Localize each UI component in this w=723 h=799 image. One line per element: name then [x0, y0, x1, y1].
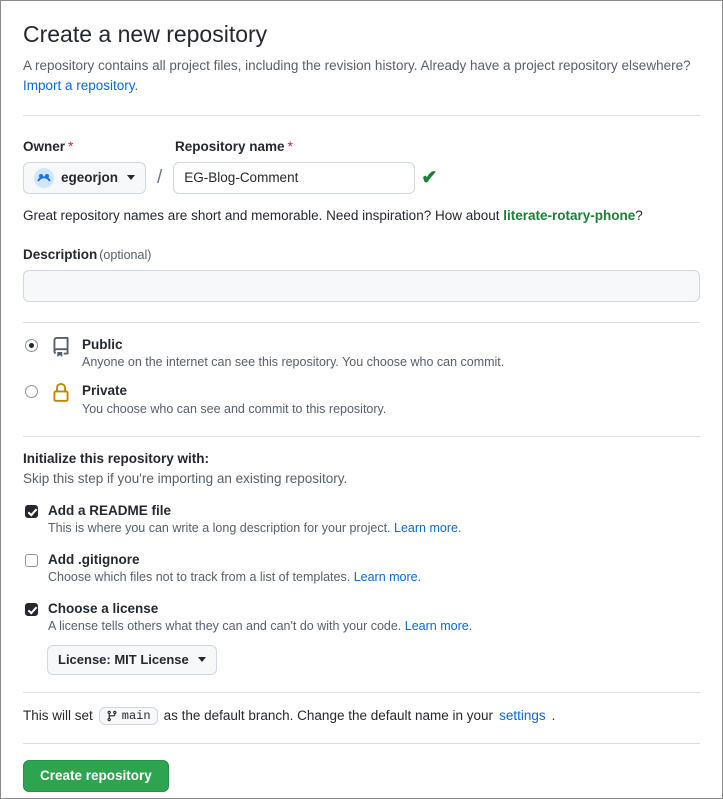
divider-top — [23, 115, 700, 116]
checkbox-readme-text — [48, 502, 461, 535]
visibility-option-public[interactable] — [23, 336, 700, 370]
initialize-title: Initialize this repository with: — [23, 450, 210, 466]
checkbox-gitignore-desc-text: Choose which files not to track from a list of templates. — [48, 569, 351, 584]
branch-note-suffix: . — [551, 708, 556, 724]
readme-desc-period: . — [457, 520, 462, 535]
repository-name-input[interactable] — [173, 162, 415, 194]
chevron-down-icon — [198, 657, 206, 662]
license-learn-more-link[interactable]: Learn more — [404, 618, 469, 633]
branch-icon — [106, 710, 118, 722]
license-select-label: License: MIT License — [58, 652, 189, 668]
branch-chip — [99, 707, 158, 725]
gitignore-learn-more-link[interactable]: Learn more — [353, 569, 418, 584]
visibility-public-text — [82, 336, 504, 370]
repository-required-mark: * — [287, 137, 293, 154]
divider-visibility — [23, 322, 700, 323]
repository-label-wrap — [175, 138, 293, 154]
owner-repo-labels — [23, 138, 700, 154]
import-repository-link[interactable]: Import a repository — [23, 78, 135, 94]
checkbox-readme-description — [48, 521, 461, 535]
hint-prefix: Great repository names are short and memorable. Need inspiration? How about — [23, 207, 500, 223]
owner-repo-row — [23, 162, 700, 194]
gitignore-desc-period: . — [417, 569, 422, 584]
checkbox-row-readme[interactable] — [23, 502, 700, 535]
settings-link[interactable]: settings — [499, 708, 546, 724]
repository-name-hint — [23, 208, 700, 223]
owner-label-wrap — [23, 138, 175, 154]
readme-learn-more-link[interactable]: Learn more — [394, 520, 458, 535]
description-optional-tag: (optional) — [99, 247, 152, 262]
checkbox-readme-title: Add a README file — [48, 502, 172, 518]
default-branch-note — [23, 707, 700, 725]
visibility-option-private[interactable] — [23, 382, 700, 416]
visibility-public-title: Public — [82, 336, 123, 352]
page-subtitle-text: A repository contains all project files, including the revision history. Already have a project repository elsewhere? — [23, 58, 691, 73]
branch-note-prefix: This will set — [23, 708, 93, 724]
checkbox-license-desc-text: A license tells others what they can and can't do with your code. — [48, 618, 402, 633]
avatar — [34, 168, 54, 188]
suggested-name-link[interactable]: literate-rotary-phone — [503, 207, 636, 223]
checkbox-readme[interactable] — [25, 505, 38, 518]
page-subtitle-period: . — [134, 78, 139, 94]
checkbox-row-gitignore[interactable] — [23, 551, 700, 584]
page-subtitle — [23, 56, 700, 97]
chevron-down-icon — [127, 175, 135, 180]
checkbox-readme-desc-text: This is where you can write a long description for your project. — [48, 520, 391, 535]
valid-check-icon: ✔ — [421, 167, 438, 188]
radio-private[interactable] — [25, 385, 38, 398]
checkbox-license-description — [48, 619, 472, 633]
visibility-private-description: You choose who can see and commit to this repository. — [82, 401, 387, 416]
owner-name: egeorjon — [61, 170, 119, 185]
checkbox-license-title: Choose a license — [48, 600, 159, 616]
repository-input-wrap — [173, 162, 438, 194]
lock-icon — [50, 382, 72, 404]
owner-label: Owner — [23, 138, 66, 154]
page-title: Create a new repository — [23, 21, 268, 47]
checkbox-gitignore-title: Add .gitignore — [48, 551, 140, 567]
initialize-subtitle: Skip this step if you're importing an existing repository. — [23, 470, 348, 486]
branch-note-middle: as the default branch. Change the default name in your — [163, 708, 494, 724]
repository-name-label: Repository name — [175, 138, 285, 154]
branch-name: main — [121, 708, 151, 723]
repo-icon — [50, 336, 72, 358]
license-select-button[interactable] — [47, 645, 217, 675]
description-label-wrap — [23, 247, 700, 262]
owner-select-button[interactable] — [23, 162, 146, 194]
owner-repo-separator: / — [157, 166, 163, 188]
description-input[interactable] — [23, 270, 700, 302]
checkbox-row-license[interactable] — [23, 600, 700, 633]
radio-public[interactable] — [25, 339, 38, 352]
checkbox-gitignore-text — [48, 551, 421, 584]
visibility-private-title: Private — [82, 383, 128, 399]
checkbox-gitignore[interactable] — [25, 554, 38, 567]
license-desc-period: . — [468, 618, 473, 633]
divider-branch — [23, 692, 700, 693]
checkbox-license-text — [48, 600, 472, 633]
visibility-private-text — [82, 382, 386, 416]
owner-required-mark: * — [68, 137, 74, 154]
divider-initialize — [23, 436, 700, 437]
divider-bottom — [23, 743, 700, 744]
create-repository-button[interactable]: Create repository — [23, 760, 169, 792]
visibility-public-description: Anyone on the internet can see this repository. You choose who can commit. — [82, 355, 505, 370]
hint-suffix: ? — [635, 207, 643, 223]
checkbox-gitignore-description — [48, 570, 421, 584]
description-label: Description — [23, 246, 98, 262]
checkbox-license[interactable] — [25, 603, 38, 616]
